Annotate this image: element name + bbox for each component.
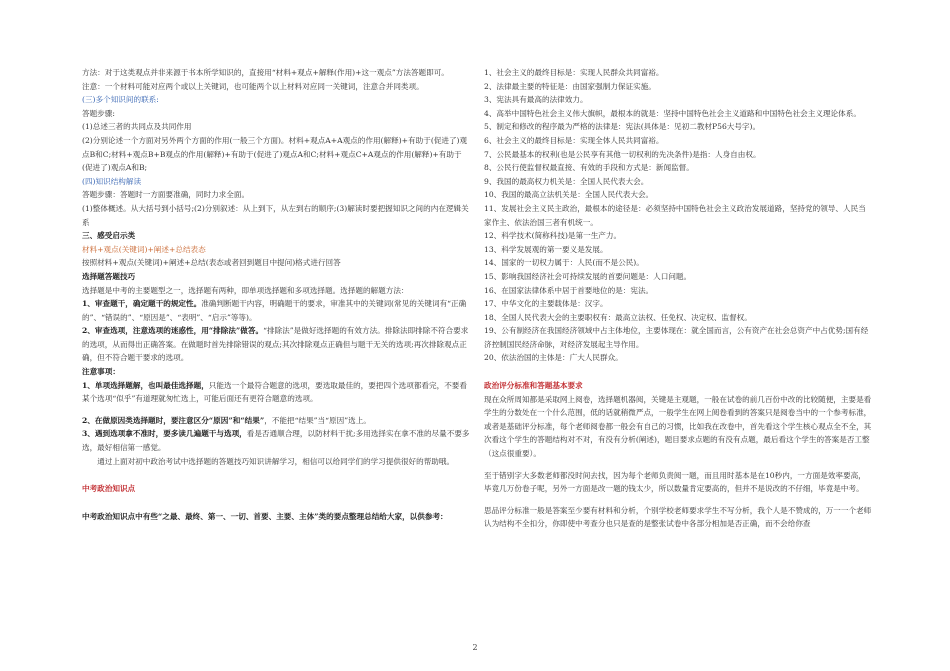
heading-inspiration: 三、感受启示类: [82, 231, 136, 241]
list-item: 8、公民行使监督权最直接、有效的手段和方式是：新闻监督。: [484, 163, 694, 173]
list-item: 14、国家的一切权力属于：人民(而不是公民)。: [484, 258, 644, 268]
heading-structure: (四)知识结构解读: [82, 176, 142, 186]
scoring-paragraph-3: 思品评分标准一般是答案至少要有材料和分析，个别学校老师要求学生不写分析，我个人是不赞成的，万一一个老师认为结构不全扣分，你即使中考查分也只是查的是整张试卷中各部分相加是否正确，而不会给你查: [484, 505, 872, 529]
list-item: 16、在国家法律体系中居于首要地位的是：宪法。: [484, 285, 654, 295]
list-item: 17、中华文化的主要载体是：汉字。: [484, 299, 608, 309]
list-item: 18、全国人民代表大会的主要职权有：最高立法权、任免权、决定权、监督权。: [484, 312, 752, 322]
list-item: 19、公有制经济在我国经济领域中占主体地位，主要体现在：就全国而言，公有资产在社会总资产中占优势;国有经济控制国民经济命脉，对经济发展起主导作用。: [484, 326, 869, 349]
list-item: 7、公民最基本的权利(也是公民享有其他一切权利的先决条件)是指：人身自由权。: [484, 149, 761, 159]
list-item: 1、社会主义的最终目标是：实现人民群众共同富裕。: [484, 68, 664, 77]
list-item: 9、我国的最高权力机关是：全国人民代表大会。: [484, 176, 649, 186]
list-item: 10、我国的最高立法机关是：全国人民代表大会。: [484, 190, 654, 200]
structure-steps: 答题步骤：答题时一方面要准确，同时力求全面。: [82, 190, 250, 200]
choice-tip-1: 1、审查题干，确定题干的规定性。准确判断题干内容，明确题干的要求，审准其中的关键词(常见的关键词有“正确的”、“错误的”、“原因是”、“表明”、“启示”等等)。: [82, 299, 467, 322]
note-2: 2、在做原因类选择题时，要注意区分“原因”和“结果”，不能把“结果”当“原因”选上。: [82, 415, 371, 425]
note-3: 3、遇到选项拿不准时，要多读几遍题干与选项，看是否通顺合理，以防材料干扰;多用选择实在拿不准的尽量不要多选，最好相信第一感觉。: [82, 429, 470, 453]
left-column: [82, 66, 470, 523]
list-item: 2、法律最主要的特征是：由国家强制力保证实施。: [484, 81, 656, 91]
list-item: 13、科学发展观的第一要义是发展。: [484, 244, 608, 254]
steps-label: 答题步骤:: [82, 108, 115, 118]
note-1: 1、单项选择题解，也叫最佳选择题，只能选一个最符合题意的选项，要选取最佳的，要把四个选项都看完，不要看某个选项“似乎”有道理就匆忙选上，可能后面还有更符合题意的选项。: [82, 380, 467, 404]
step-2: (2)分别论述一个方面对另外两个方面的作用(一般三个方面)。材料+观点A+A观点的作用(解释)+有助于(促进了)观点B和C;材料+观点B+B观点的作用(解释)+有助于(促进了)观点A和C;材料+观点C+A观点的作用(解释)+有助于(促进了)观点A和B;: [82, 135, 468, 173]
heading-scoring: 政治评分标准和答题基本要求: [484, 381, 583, 391]
heading-knowledge-points: 中考政治知识点: [82, 484, 136, 494]
closing-paragraph: 通过上面对初中政治考试中选择题的答题技巧知识讲解学习，相信可以给同学们的学习提供很好的帮助哦。: [97, 456, 455, 466]
choice-intro: 选择题是中考的主要题型之一，选择题有两种，即单项选择题和多项选择题。选择题的解题方法：: [82, 285, 409, 295]
knowledge-intro: 中考政治知识点中有些“之最、最终、第一、一切、首要、主要、主体”类的要点整理总结给大家，以供参考：: [82, 511, 448, 521]
step-1: (1)总述三者的共同点及共同作用: [82, 122, 192, 132]
list-item: 5、制定和修改的程序最为严格的法律是：宪法(具体是：见初二教材P56大号字)。: [484, 122, 761, 132]
list-item: 6、社会主义的最终目标是：实现全体人民共同富裕。: [484, 135, 664, 145]
note-paragraph: 注意：一个材料可能对应两个或以上关键词，也可能两个以上材料对应同一关键词，注意合并同类项。: [82, 81, 424, 91]
right-column: [484, 66, 872, 531]
list-item: 11、发展社会主义民主政治，最根本的途径是：必须坚持中国特色社会主义政治发展道路，坚持党的领导、人民当家作主、依法治国三者有机统一。: [484, 203, 866, 227]
inspiration-formula: 材料+观点(关键词)+阐述+总结表态: [82, 244, 206, 254]
choice-tip-2: 2、审查选项，注意选项的迷惑性，用“排除法”做答。“排除法”是做好选择题的有效方法。排除法即排除不符合要求的选项，从而得出正确答案。在做题时首先排除错误的观点;其次排除观点正确但与题干无关的选项;再次排除观点正确，但不符合题干要求的选项。: [82, 326, 469, 363]
inspiration-detail: 按照材料+观点(关键词)+阐述+总结(表态或者回到题目中提问)格式进行回答: [82, 258, 341, 268]
list-item: 12、科学技术(简称科技)是第一生产力。: [484, 231, 622, 241]
heading-notes: 注意事项：: [82, 367, 120, 377]
list-item: 3、宪法具有最高的法律效力。: [484, 95, 588, 105]
scoring-paragraph-1: 现在众所周知都是采取网上阅卷，选择题机器阅，关键是主观题，一般在试卷的前几百份中改的比较随便，主要是看学生的分数处在一个什么范围，低的话就稍微严点，一般学生在网上阅卷看到的答案只是阅卷当中的一个参考标准，或者是基础评分标准，每个老师阅卷都一般会有自己的习惯，比如我在改卷中，首先看这个学生核心观点全不全，其次看这个学生的答题结构对不对，有没有分析(阐述)，题目要求点题的有没有点题，最后看这个学生的答案是否工整（这点很重要）。: [484, 394, 872, 459]
method-paragraph: 方法：对于这类观点并非来源于书本所学知识的，直接用“材料+观点+解释(作用)+这一观点”方法答题即可。: [82, 68, 449, 77]
list-item: 4、高举中国特色社会主义伟大旗帜，最根本的就是：坚持中国特色社会主义道路和中国特色社会主义理论体系。: [484, 108, 861, 118]
page-number: 2: [472, 643, 478, 652]
heading-choice-skills: 选择题答题技巧: [82, 271, 136, 281]
list-item: 15、影响我国经济社会可持续发展的首要问题是：人口问题。: [484, 271, 692, 281]
structure-detail: (1)整体概述。从大括号到小括号;(2)分别叙述：从上到下，从左到右的顺序;(3)解读时要把握知识之间的内在逻辑关系: [82, 203, 469, 227]
knowledge-list: [484, 66, 872, 365]
heading-multi-knowledge: (三)多个知识间的联系:: [82, 95, 159, 105]
list-item: 20、依法治国的主体是：广大人民群众。: [484, 353, 623, 363]
scoring-paragraph-2: 至于错别字大多数老师都没时间去找，因为每个老师负责阅一题，而且用时基本是在10秒内，一方面是效率要高，毕竟几万份卷子呢，另外一方面是改一题的钱太少，所以数量肯定要高的，但并不是说改的不仔细，毕竟是中考。: [484, 470, 866, 494]
